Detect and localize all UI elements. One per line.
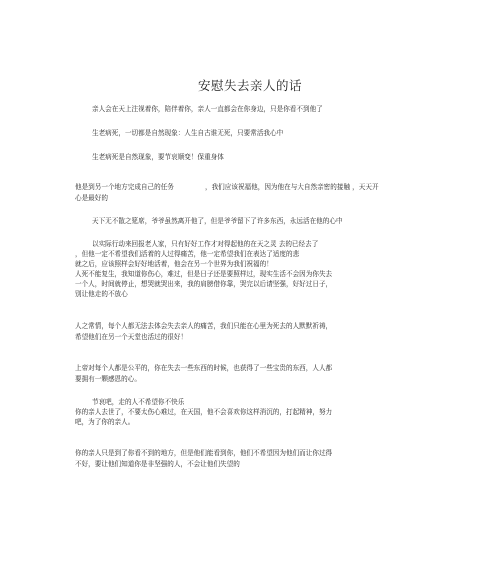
text-line: 就之后，应该照样会好好地活着，他会在另一个世界为我们祝福的！	[75, 260, 273, 268]
text-line: 以实际行动来回报老人家，只有好好工作才对得起他的在天之灵 去的已经去了	[92, 240, 319, 248]
text-line: 别让他走的不放心	[75, 290, 128, 298]
text-line: 一个人，时间就停止，想哭就哭出来，我的肩膀借你靠，哭完以后请坚强，好好过日子，	[75, 280, 333, 288]
text-line: 心是最好的	[75, 194, 108, 202]
text-line: 生老病死是自然现象，要节哀顺变！保重身体	[92, 153, 224, 161]
text-line: 要拥有一颗感恩的心。	[75, 375, 141, 383]
text-line: 亲人会在天上注视着你，陪伴着你，亲人一直都会在你身边，只是你看不到他了	[92, 105, 323, 113]
text-line: 不好，要让他们知道你是非坚强的人，不会让他们失望的	[75, 460, 240, 468]
document-title: 安慰失去亲人的话	[197, 78, 302, 93]
text-line: ，我们应该祝福他，因为他在与大自然亲密的接触 ，天天开	[205, 183, 379, 191]
text-line: 你的亲人只是到了你看不到的地方，但是他们能看到你，他们不希望因为他们而让你过得	[75, 449, 333, 457]
text-line: 天下无不散之筵席，爷爷虽然离开他了，但是爷爷留下了许多东西，永远活在他的心中	[92, 217, 343, 225]
text-line: 生老病死，一切都是自然现象：人生自古谁无死，只要常活我心中	[92, 129, 284, 137]
text-line: 节哀吧，走的人不希望你不快乐	[92, 398, 185, 406]
text-line: 上帝对每个人都是公平的，你在失去一些东西的时候，也获得了一些宝贵的东西，人人都	[75, 364, 333, 372]
text-line: ，但他一定不希望我们活着的人过得痛苦，他一定希望我们在表达了适度的悲	[75, 250, 300, 258]
text-line: 人之常情，每个人都无法去体会失去亲人的痛苦，我们只能在心里为死去的人默默祈祷，	[75, 322, 333, 330]
text-line: 你的亲人去世了，不要太伤心难过，在天国，他不会喜欢你这样消沉的，打起精神，努力	[75, 408, 333, 416]
text-line: 吧，为了你的亲人。	[75, 418, 135, 426]
text-line: 希望他们在另一个天堂也活过的很好！	[75, 333, 188, 341]
text-line: 他是到另一个地方完成自己的任务	[75, 183, 174, 191]
text-line: 人死不能复生，我知道你伤心，难过，但是日子还是要照样过，现实生活不会因为你失去	[75, 270, 333, 278]
